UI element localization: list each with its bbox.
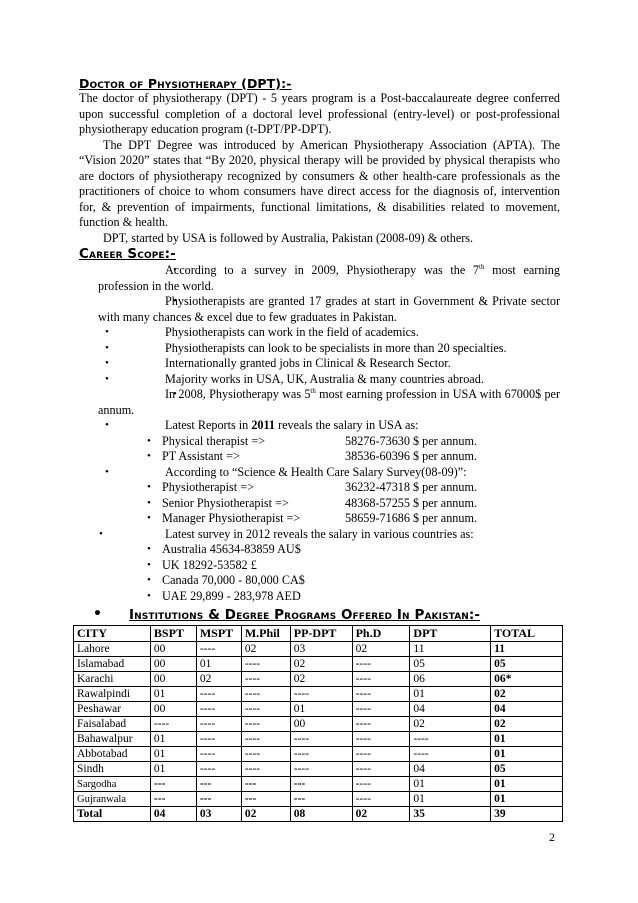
table-cell: ---- bbox=[290, 732, 352, 747]
table-header-row bbox=[74, 626, 563, 642]
country-salary-item: • Australia 45634-83859 AU$ bbox=[79, 542, 560, 558]
table-cell: 01 bbox=[491, 732, 563, 747]
salary-item: • Physiotherapist => 36232-47318 $ per annum. bbox=[79, 480, 560, 496]
country-salary-item: • UK 18292-53582 £ bbox=[79, 558, 560, 574]
table-cell: --- bbox=[290, 792, 352, 807]
table-cell: 04 bbox=[410, 762, 491, 777]
column-header: MSPT bbox=[196, 626, 241, 642]
table-cell: 02 bbox=[352, 807, 410, 822]
table-cell: Total bbox=[74, 807, 151, 822]
table-cell: Sindh bbox=[74, 762, 151, 777]
column-header: TOTAL bbox=[491, 626, 563, 642]
table-row bbox=[74, 687, 563, 702]
table-cell: 02 bbox=[290, 672, 352, 687]
table-cell: 01 bbox=[196, 657, 241, 672]
table-row bbox=[74, 762, 563, 777]
table-cell: 00 bbox=[150, 642, 196, 657]
table-row bbox=[74, 657, 563, 672]
career-bullet: • Latest survey in 2012 reveals the salary in various countries as: bbox=[81, 527, 560, 543]
table-cell: 01 bbox=[491, 792, 563, 807]
column-header: M.Phil bbox=[241, 626, 290, 642]
table-cell: 01 bbox=[150, 732, 196, 747]
table-cell: ---- bbox=[241, 747, 290, 762]
table-cell: 02 bbox=[241, 642, 290, 657]
table-cell: ---- bbox=[352, 762, 410, 777]
institutions-table bbox=[73, 625, 563, 822]
table-cell: 01 bbox=[410, 777, 491, 792]
column-header: CITY bbox=[74, 626, 151, 642]
table-cell: ---- bbox=[196, 642, 241, 657]
page-number: 2 bbox=[549, 830, 555, 844]
table-row bbox=[74, 747, 563, 762]
career-bullet: • Physiotherapists can work in the field of academics. bbox=[87, 325, 560, 341]
table-cell: --- bbox=[290, 777, 352, 792]
table-cell: 01 bbox=[410, 792, 491, 807]
table-cell: 03 bbox=[290, 642, 352, 657]
career-bullet: • Majority works in USA, UK, Australia & many countries abroad. bbox=[87, 372, 560, 388]
salary-item: • Senior Physiotherapist => 48368-57255 $ per annum. bbox=[79, 496, 560, 512]
table-cell: ---- bbox=[352, 732, 410, 747]
table-body bbox=[74, 642, 563, 807]
table-row bbox=[74, 777, 563, 792]
table-cell: 02 bbox=[290, 657, 352, 672]
table-cell: ---- bbox=[352, 792, 410, 807]
salary-item: • Manager Physiotherapist => 58659-71686 $ per annum. bbox=[79, 511, 560, 527]
table-cell: --- bbox=[196, 792, 241, 807]
table-cell: --- bbox=[241, 792, 290, 807]
table-cell: ---- bbox=[196, 717, 241, 732]
career-bullet: • According to “Science & Health Care Salary Survey(08-09)”: bbox=[87, 465, 560, 481]
salary-item: • Physical therapist => 58276-73630 $ per annum. bbox=[79, 434, 560, 450]
table-cell: ---- bbox=[290, 687, 352, 702]
table-cell: Rawalpindi bbox=[74, 687, 151, 702]
table-cell: ---- bbox=[196, 747, 241, 762]
heading-institutions: • Institutions & Degree Programs Offered In Pakistan:- bbox=[79, 607, 560, 624]
table-row bbox=[74, 702, 563, 717]
table-total-row bbox=[74, 807, 563, 822]
table-cell: ---- bbox=[241, 657, 290, 672]
table-cell: 00 bbox=[150, 672, 196, 687]
table-cell: ---- bbox=[352, 717, 410, 732]
table-cell: ---- bbox=[241, 672, 290, 687]
career-bullet: • Physiotherapists can look to be specialists in more than 20 specialties. bbox=[87, 341, 560, 357]
table-cell: Lahore bbox=[74, 642, 151, 657]
paragraph-dpt-countries: DPT, started by USA is followed by Australia, Pakistan (2008-09) & others. bbox=[103, 230, 474, 245]
page-content bbox=[79, 76, 560, 822]
table-cell: ---- bbox=[290, 747, 352, 762]
salary-item: • PT Assistant => 38536-60396 $ per annum. bbox=[79, 449, 560, 465]
table-cell: 02 bbox=[491, 717, 563, 732]
table-cell: ---- bbox=[290, 762, 352, 777]
column-header: DPT bbox=[410, 626, 491, 642]
column-header: Ph.D bbox=[352, 626, 410, 642]
table-cell: 00 bbox=[150, 657, 196, 672]
table-cell: 02 bbox=[352, 642, 410, 657]
career-bullet: • In 2008, Physiotherapy was 5th most earning profession in USA with 67000$ per annum. bbox=[98, 387, 560, 418]
table-cell: 02 bbox=[241, 807, 290, 822]
table-cell: ---- bbox=[352, 702, 410, 717]
table-cell: 39 bbox=[491, 807, 563, 822]
table-cell: 05 bbox=[491, 657, 563, 672]
table-cell: ---- bbox=[352, 747, 410, 762]
heading-dpt: Doctor of Physiotherapy (DPT):- bbox=[79, 76, 292, 91]
table-cell: 00 bbox=[290, 717, 352, 732]
column-header: BSPT bbox=[150, 626, 196, 642]
table-cell: ---- bbox=[352, 687, 410, 702]
country-salary-item: • Canada 70,000 - 80,000 CA$ bbox=[79, 573, 560, 589]
table-cell: 06* bbox=[491, 672, 563, 687]
table-row bbox=[74, 642, 563, 657]
table-cell: --- bbox=[241, 777, 290, 792]
table-cell: 04 bbox=[410, 702, 491, 717]
table-cell: 03 bbox=[196, 807, 241, 822]
table-cell: 02 bbox=[491, 687, 563, 702]
table-cell: 11 bbox=[410, 642, 491, 657]
table-cell: 06 bbox=[410, 672, 491, 687]
table-cell: ---- bbox=[352, 657, 410, 672]
table-cell: ---- bbox=[352, 777, 410, 792]
table-cell: Gujranwala bbox=[74, 792, 151, 807]
table-cell: ---- bbox=[150, 717, 196, 732]
table-cell: ---- bbox=[241, 687, 290, 702]
table-cell: ---- bbox=[352, 672, 410, 687]
table-cell: ---- bbox=[410, 732, 491, 747]
career-bullet: • Latest Reports in 2011 reveals the salary in USA as: bbox=[87, 418, 560, 434]
table-cell: 01 bbox=[290, 702, 352, 717]
career-bullet: • Physiotherapists are granted 17 grades at start in Government & Private sector with many chances & excel due to few graduates in Pakistan. bbox=[98, 294, 560, 325]
table-cell: 35 bbox=[410, 807, 491, 822]
table-cell: --- bbox=[150, 792, 196, 807]
table-cell: ---- bbox=[196, 732, 241, 747]
table-row bbox=[74, 672, 563, 687]
table-cell: ---- bbox=[241, 732, 290, 747]
table-cell: 02 bbox=[410, 717, 491, 732]
table-row bbox=[74, 792, 563, 807]
table-cell: 01 bbox=[150, 747, 196, 762]
table-cell: 01 bbox=[150, 762, 196, 777]
heading-career-scope: Career Scope:- bbox=[79, 246, 176, 262]
table-cell: 02 bbox=[196, 672, 241, 687]
paragraph-dpt-definition: The doctor of physiotherapy (DPT) - 5 years program is a Post-baccalaureate degree conferred upon successful completion of a doctoral level professional (entry-level) or post-professional physiotherapy education program (t-DPT/PP-DPT). bbox=[79, 91, 560, 136]
table-cell: --- bbox=[196, 777, 241, 792]
table-cell: 01 bbox=[150, 687, 196, 702]
paragraph-dpt-history: The DPT Degree was introduced by American Physiotherapy Association (APTA). The “Vision 2020” states that “By 2020, physical therapy will be provided by physical therapists who are doctors of physiotherapy recognized by consumers & other health-care professionals as the practitioners of choice to whom consumers have direct access for the diagnosis of, intervention for, & prevention of impairments, functional limitations, & disabilities related to movement, function & health. bbox=[79, 137, 560, 229]
table-cell: ---- bbox=[410, 747, 491, 762]
career-bullet: • According to a survey in 2009, Physiotherapy was the 7th most earning profession in the world. bbox=[98, 263, 560, 294]
table-cell: 04 bbox=[491, 702, 563, 717]
table-cell: 01 bbox=[491, 777, 563, 792]
table-cell: 05 bbox=[410, 657, 491, 672]
table-cell: Peshawar bbox=[74, 702, 151, 717]
table-cell: Abbotabad bbox=[74, 747, 151, 762]
column-header: PP-DPT bbox=[290, 626, 352, 642]
table-cell: Faisalabad bbox=[74, 717, 151, 732]
country-salary-item: • UAE 29,899 - 283,978 AED bbox=[79, 589, 560, 605]
table-cell: Karachi bbox=[74, 672, 151, 687]
table-cell: 04 bbox=[150, 807, 196, 822]
career-bullet: • Internationally granted jobs in Clinical & Research Sector. bbox=[87, 356, 560, 372]
table-cell: 01 bbox=[410, 687, 491, 702]
table-cell: 05 bbox=[491, 762, 563, 777]
table-cell: 08 bbox=[290, 807, 352, 822]
table-cell: --- bbox=[150, 777, 196, 792]
table-cell: 11 bbox=[491, 642, 563, 657]
table-cell: Bahawalpur bbox=[74, 732, 151, 747]
table-cell: ---- bbox=[196, 762, 241, 777]
table-cell: 00 bbox=[150, 702, 196, 717]
table-cell: Islamabad bbox=[74, 657, 151, 672]
table-cell: ---- bbox=[196, 687, 241, 702]
table-cell: ---- bbox=[241, 702, 290, 717]
table-row bbox=[74, 732, 563, 747]
table-cell: ---- bbox=[241, 717, 290, 732]
table-cell: 01 bbox=[491, 747, 563, 762]
table-cell: Sargodha bbox=[74, 777, 151, 792]
table-cell: ---- bbox=[241, 762, 290, 777]
table-cell: ---- bbox=[196, 702, 241, 717]
table-row bbox=[74, 717, 563, 732]
